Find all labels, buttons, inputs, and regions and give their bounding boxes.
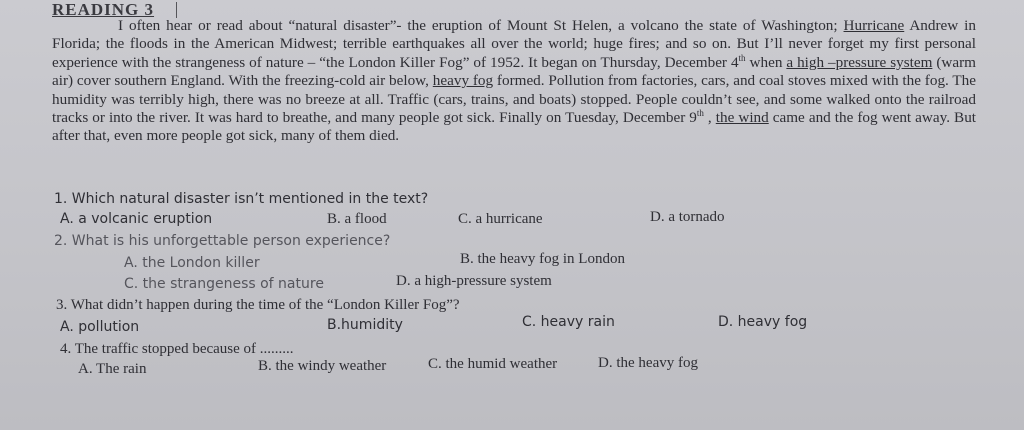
reading-passage [52, 17, 976, 146]
question-4-option-b[interactable]: B. the windy weather [258, 358, 387, 374]
superscript-th: th [696, 107, 704, 118]
question-3-option-b[interactable]: B.humidity [327, 317, 403, 333]
underlined-heavy-fog: heavy fog [432, 72, 494, 90]
question-3-option-a[interactable]: A. pollution [60, 319, 140, 335]
question-1-option-a[interactable]: A. a volcanic eruption [60, 211, 213, 227]
passage-text: formed. Pollution from factories, cars, and coal stoves mixed with the fog. The humidity was terribly high, there was no breeze at all. Traffic (cars, trains, and boats) stopped. People couldn’t see, and some walked onto the railroad tracks or into the river. It was hard to breathe, and many people got sick. Finally on Tuesday, December 9 [52, 72, 976, 127]
question-2-option-a[interactable]: A. the London killer [124, 255, 260, 271]
reading-title: READING 3 [52, 0, 155, 19]
passage-text: I often hear or read about “natural disaster”- the eruption of Mount St Helen, a volcano the state of Washington; [118, 17, 844, 34]
question-1-option-b[interactable]: B. a flood [327, 211, 387, 227]
question-4-option-d[interactable]: D. the heavy fog [598, 355, 698, 371]
question-3-option-c[interactable]: C. heavy rain [522, 314, 615, 330]
question-3-stem: 3. What didn’t happen during the time of the “London Killer Fog”? [56, 297, 460, 313]
question-4-option-c[interactable]: C. the humid weather [428, 356, 558, 372]
question-1-option-d[interactable]: D. a tornado [650, 209, 725, 225]
superscript-th: th [738, 52, 746, 63]
pen-mark [176, 2, 177, 18]
passage-text: Andrew in Florida; the floods in the American Midwest; terrible earthquakes all over the world; huge fires; and so on. But I’ll never forget my first personal experience with the strangeness of nature – “the London Killer Fog” of 1952. It began on Thursday, December 4 [52, 17, 976, 71]
passage-text: (warm air) cover southern England. With the freezing-cold air below, [52, 53, 976, 90]
question-4-option-a[interactable]: A. The rain [78, 361, 147, 377]
passage-text: when [745, 53, 787, 71]
underlined-high-pressure: a high –pressure system [786, 53, 933, 71]
passage-text: , [703, 109, 716, 127]
question-2-option-d[interactable]: D. a high-pressure system [396, 273, 552, 289]
question-1-option-c[interactable]: C. a hurricane [458, 211, 543, 227]
question-2-stem: 2. What is his unforgettable person experience? [54, 233, 391, 249]
question-2-option-c[interactable]: C. the strangeness of nature [124, 276, 324, 292]
question-2-option-b[interactable]: B. the heavy fog in London [460, 251, 625, 267]
passage-text: came and the fog went away. But after that, even more people got sick, many of them died. [52, 109, 977, 145]
underlined-hurricane: Hurricane [843, 17, 905, 34]
question-3-option-d[interactable]: D. heavy fog [718, 314, 808, 330]
underlined-the-wind: the wind [715, 109, 769, 127]
question-1-stem: 1. Which natural disaster isn’t mentioned in the text? [54, 191, 429, 207]
question-4-stem: 4. The traffic stopped because of ......... [60, 341, 294, 357]
